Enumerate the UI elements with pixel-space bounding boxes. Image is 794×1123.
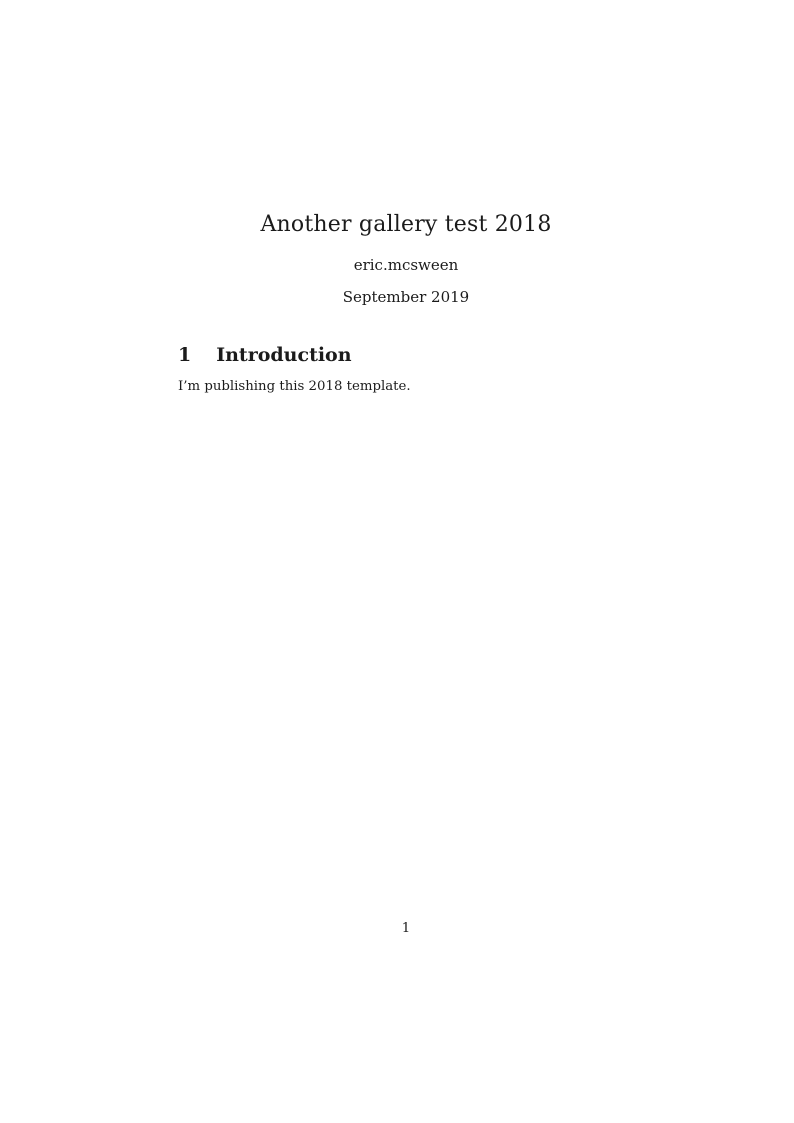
page-number: 1 [401,921,411,936]
section-heading [178,344,634,366]
section-number: 1 [178,344,192,366]
page-footer [178,921,634,936]
title-block [178,212,634,306]
section-title: Introduction [216,344,352,366]
document-title: Another gallery test 2018 [260,212,552,237]
document-author: eric.mcsween [353,256,459,275]
body-paragraph: I’m publishing this 2018 template. [178,379,411,394]
document-date: September 2019 [342,288,470,307]
